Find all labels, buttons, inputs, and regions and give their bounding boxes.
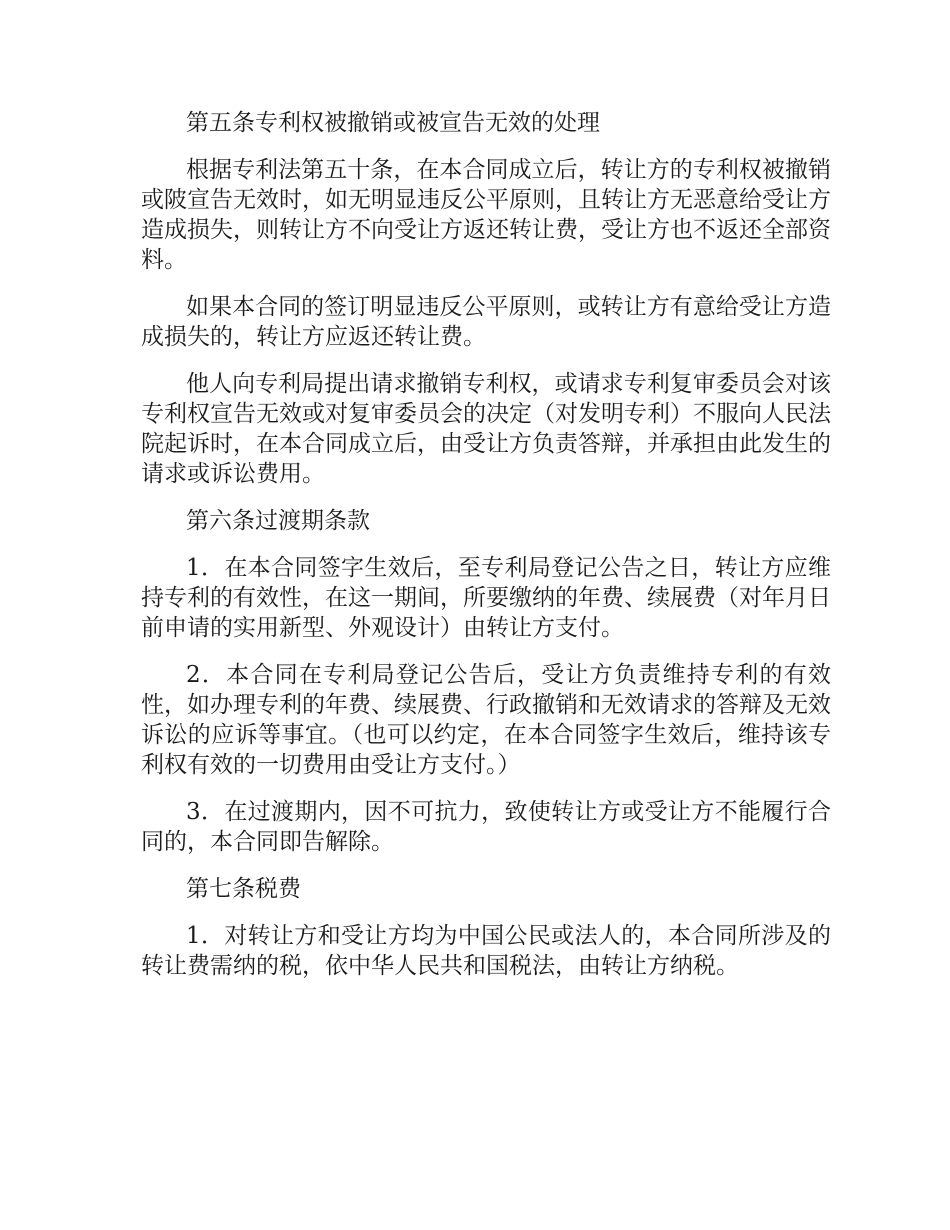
article-7-heading: 第七条税费 xyxy=(186,876,301,902)
article-5-paragraph-3: 他人向专利局提出请求撤销专利权，或请求专利复审委员会对该专利权宣告无效或对复审委员会的决定（对发明专利）不服向人民法院起诉时，在本合同成立后，由受让方负责答辩，并承担由此发生的请求或诉讼费用。 xyxy=(141,371,831,487)
document-page xyxy=(141,108,831,998)
article-6-clause-2: 2．本合同在专利局登记公告后，受让方负责维持专利的有效性，如办理专利的年费、续展费、行政撤销和无效请求的答辩及无效诉讼的应诉等事宜。（也可以约定，在本合同签字生效后，维持该专利权有效的一切费用由受让方支付。） xyxy=(141,662,831,778)
article-5-paragraph-1: 根据专利法第五十条，在本合同成立后，转让方的专利权被撤销或陂宣告无效时，如无明显违反公平原则，且转让方无恶意给受让方造成损失，则转让方不向受让方返还转让费，受让方也不返还全部资料。 xyxy=(141,157,831,273)
article-6-clause-1: 1．在本合同签字生效后，至专利局登记公告之日，转让方应维持专利的有效性，在这一期间，所要缴纳的年费、续展费（对年月日前申请的实用新型、外观设计）由转让方支付。 xyxy=(141,555,831,641)
article-6-clause-3: 3．在过渡期内，因不可抗力，致使转让方或受让方不能履行合同的，本合同即告解除。 xyxy=(141,799,831,855)
article-5-paragraph-2: 如果本合同的签订明显违反公平原则，或转让方有意给受让方造成损失的，转让方应返还转让费。 xyxy=(141,294,831,350)
article-5-heading: 第五条专利权被撤销或被宣告无效的处理 xyxy=(186,110,600,136)
article-7-clause-1: 1．对转让方和受让方均为中国公民或法人的，本合同所涉及的转让费需纳的税，依中华人民共和国税法，由转让方纳税。 xyxy=(141,923,831,979)
article-6-heading: 第六条过渡期条款 xyxy=(186,508,370,534)
